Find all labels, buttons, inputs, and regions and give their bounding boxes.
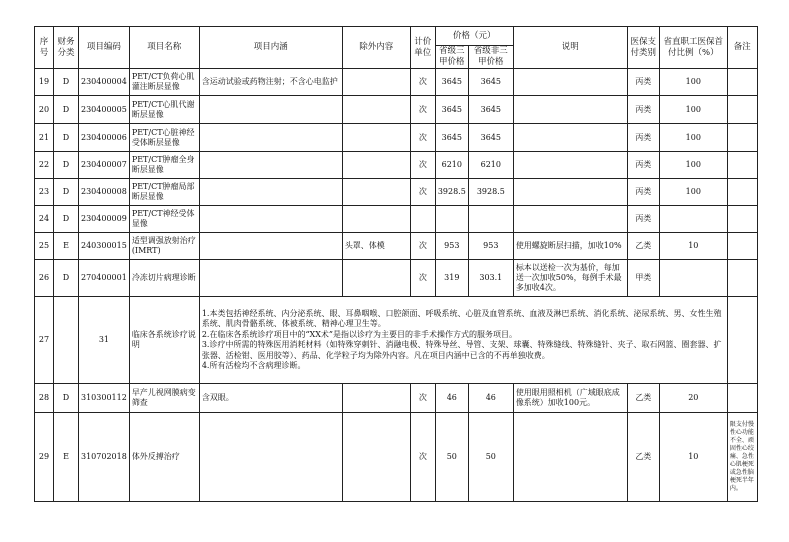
cell-pn3: 3645 [468,69,513,96]
cell-explain: 标本以送检一次为基价，每加送一次加收50%，每例手术最多加收4次。 [513,260,627,297]
cell-ratio: 100 [659,124,727,152]
table-row [35,179,758,206]
cell-explain: 使用眼用照相机（广域眼底成像系统）加收100元。 [513,384,627,413]
system-notes [199,297,727,384]
table-row [35,260,758,297]
header-remark: 备注 [727,27,757,69]
cell-p3: 46 [435,384,468,413]
cell-except: 头罩、体模 [342,233,410,260]
cell-content [199,413,342,502]
cell-fin: D [54,206,79,233]
system-note-3: 3.诊疗中所需的特殊医用消耗材料（如特殊穿刺针、消融电极、特殊导丝、导管、支架、球囊、特殊缝线、特殊缝针、夹子、取石网篮、圈套器、扩张器、活检钳、医用胶等）、药品、化学粒子均为除外内容。凡在项目内涵中已含的不再单独收费。 [201,340,722,360]
header-code: 项目编码 [79,27,130,69]
cell-explain [513,69,627,96]
cell-seq: 20 [35,96,54,124]
cell-unit: 次 [410,69,435,96]
cell-p3 [435,206,468,233]
cell-explain [513,96,627,124]
cell-cat: 乙类 [627,384,659,413]
cell-remark [727,260,757,297]
cell-fin: D [54,96,79,124]
header-pn3: 省级非三甲价格 [468,46,513,69]
table-header [35,27,758,69]
table-row [35,297,758,384]
cell-code: 230400005 [79,96,130,124]
header-p3: 省级三甲价格 [435,46,468,69]
cell-except [342,96,410,124]
header-name: 项目名称 [129,27,199,69]
cell-code: 230400007 [79,152,130,179]
cell-code: 240300015 [79,233,130,260]
cell-pn3: 3645 [468,124,513,152]
cell-remark [727,124,757,152]
cell-ratio: 20 [659,384,727,413]
cell-seq: 19 [35,69,54,96]
cell-pn3: 3645 [468,96,513,124]
table-row [35,124,758,152]
cell-pn3: 3928.5 [468,179,513,206]
cell-unit: 次 [410,384,435,413]
cell-seq: 25 [35,233,54,260]
cell-except [342,124,410,152]
cell-pn3: 46 [468,384,513,413]
cell-p3: 3645 [435,124,468,152]
cell-except [342,413,410,502]
table-row [35,69,758,96]
cell-cat: 丙类 [627,179,659,206]
cell-fin: D [54,124,79,152]
cell-code: 310300112 [79,384,130,413]
cell-ratio: 100 [659,179,727,206]
cell-remark [727,96,757,124]
cell-content [199,179,342,206]
cell-name: PET/CT心脏神经受体断层显像 [129,124,199,152]
cell-seq: 29 [35,413,54,502]
cell-unit: 次 [410,179,435,206]
cell-p3: 3928.5 [435,179,468,206]
cell-seq: 21 [35,124,54,152]
cell-remark [727,297,757,384]
cell-unit: 次 [410,124,435,152]
cell-fin: E [54,413,79,502]
cell-remark [727,384,757,413]
header-price-group: 价格（元） [435,27,513,46]
cell-except [342,179,410,206]
cell-content: 含双眼。 [199,384,342,413]
table-row [35,384,758,413]
cell-fin [54,297,79,384]
cell-fin: E [54,233,79,260]
cell-ratio: 10 [659,413,727,502]
cell-name: PET/CT负荷心肌灌注断层显像 [129,69,199,96]
table-body [35,69,758,502]
header-explain: 说明 [513,27,627,69]
cell-ratio [659,206,727,233]
system-note-4: 4.所有活检均不含病理诊断。 [201,361,306,370]
cell-cat: 丙类 [627,69,659,96]
cell-ratio [659,260,727,297]
header-except: 除外内容 [342,27,410,69]
cell-content [199,260,342,297]
cell-remark: 限支付慢性心功能不全、顽固性心绞痛、急性心肌梗死或急性脑梗死半年内。 [727,413,757,502]
cell-code: 230400008 [79,179,130,206]
table-row [35,152,758,179]
cell-except [342,69,410,96]
cell-seq: 26 [35,260,54,297]
cell-seq: 24 [35,206,54,233]
cell-except [342,384,410,413]
cell-unit: 次 [410,96,435,124]
cell-ratio: 100 [659,152,727,179]
header-unit: 计价单位 [410,27,435,69]
cell-name: 适型调强放射治疗(IMRT) [129,233,199,260]
cell-except [342,260,410,297]
cell-ratio: 100 [659,69,727,96]
cell-name: 冷冻切片病理诊断 [129,260,199,297]
header-ratio: 省直职工医保首付比例（%） [659,27,727,69]
cell-fin: D [54,384,79,413]
cell-ratio: 100 [659,96,727,124]
cell-name: 体外反搏治疗 [129,413,199,502]
cell-seq: 28 [35,384,54,413]
cell-name: 临床各系统诊疗说明 [129,297,199,384]
cell-p3: 953 [435,233,468,260]
cell-unit: 次 [410,413,435,502]
cell-unit: 次 [410,233,435,260]
cell-seq: 22 [35,152,54,179]
cell-cat: 丙类 [627,206,659,233]
cell-cat: 甲类 [627,260,659,297]
cell-cat: 丙类 [627,96,659,124]
table-row [35,413,758,502]
cell-unit [410,206,435,233]
cell-pn3: 50 [468,413,513,502]
cell-content [199,152,342,179]
cell-name: PET/CT肿瘤全身断层显像 [129,152,199,179]
cell-remark [727,179,757,206]
cell-cat: 乙类 [627,413,659,502]
cell-name: PET/CT神经受体显像 [129,206,199,233]
cell-explain: 使用螺旋断层扫描，加收10% [513,233,627,260]
cell-p3: 3645 [435,96,468,124]
cell-fin: D [54,179,79,206]
cell-explain [513,206,627,233]
cell-pn3: 953 [468,233,513,260]
cell-content [199,124,342,152]
cell-p3: 6210 [435,152,468,179]
cell-fin: D [54,152,79,179]
cell-pn3: 6210 [468,152,513,179]
cell-fin: D [54,69,79,96]
cell-code: 310702018 [79,413,130,502]
cell-seq: 23 [35,179,54,206]
cell-content [199,206,342,233]
header-seq: 序号 [35,27,54,69]
cell-p3: 319 [435,260,468,297]
cell-remark [727,233,757,260]
cell-explain [513,124,627,152]
cell-content [199,233,342,260]
cell-name: PET/CT心肌代谢断层显像 [129,96,199,124]
cell-code: 230400009 [79,206,130,233]
header-fin: 财务分类 [54,27,79,69]
system-note-1: 1.本类包括神经系统、内分泌系统、眼、耳鼻咽喉、口腔颌面、呼吸系统、心脏及血管系统、血液及淋巴系统、消化系统、泌尿系统、男、女性生殖系统、肌肉骨骼系统、体被系统、精神心理卫生等。 [201,308,722,328]
table-row [35,233,758,260]
cell-explain [513,152,627,179]
header-content: 项目内涵 [199,27,342,69]
table-row [35,96,758,124]
table-row [35,206,758,233]
cell-seq: 27 [35,297,54,384]
cell-p3: 3645 [435,69,468,96]
cell-fin: D [54,260,79,297]
cell-except [342,206,410,233]
cell-remark [727,206,757,233]
cell-code: 230400004 [79,69,130,96]
cell-name: PET/CT肿瘤局部断层显像 [129,179,199,206]
cell-code: 230400006 [79,124,130,152]
cell-pn3 [468,206,513,233]
cell-p3: 50 [435,413,468,502]
cell-except [342,152,410,179]
cell-pn3: 303.1 [468,260,513,297]
cell-unit: 次 [410,260,435,297]
header-cat: 医保支付类别 [627,27,659,69]
cell-cat: 乙类 [627,233,659,260]
cell-name: 早产儿视网膜病变筛查 [129,384,199,413]
cell-unit: 次 [410,152,435,179]
cell-content: 含运动试验或药物注射；不含心电监护 [199,69,342,96]
cell-remark [727,152,757,179]
cell-cat: 丙类 [627,152,659,179]
pricing-table [34,26,758,502]
cell-explain [513,179,627,206]
cell-remark [727,69,757,96]
cell-content [199,96,342,124]
cell-code: 31 [79,297,130,384]
cell-explain [513,413,627,502]
cell-code: 270400001 [79,260,130,297]
system-note-2: 2.在临床各系统诊疗项目中的“XX术”是指以诊疗为主要目的非手术操作方式的服务项目。 [201,329,518,339]
cell-ratio: 10 [659,233,727,260]
cell-cat: 丙类 [627,124,659,152]
